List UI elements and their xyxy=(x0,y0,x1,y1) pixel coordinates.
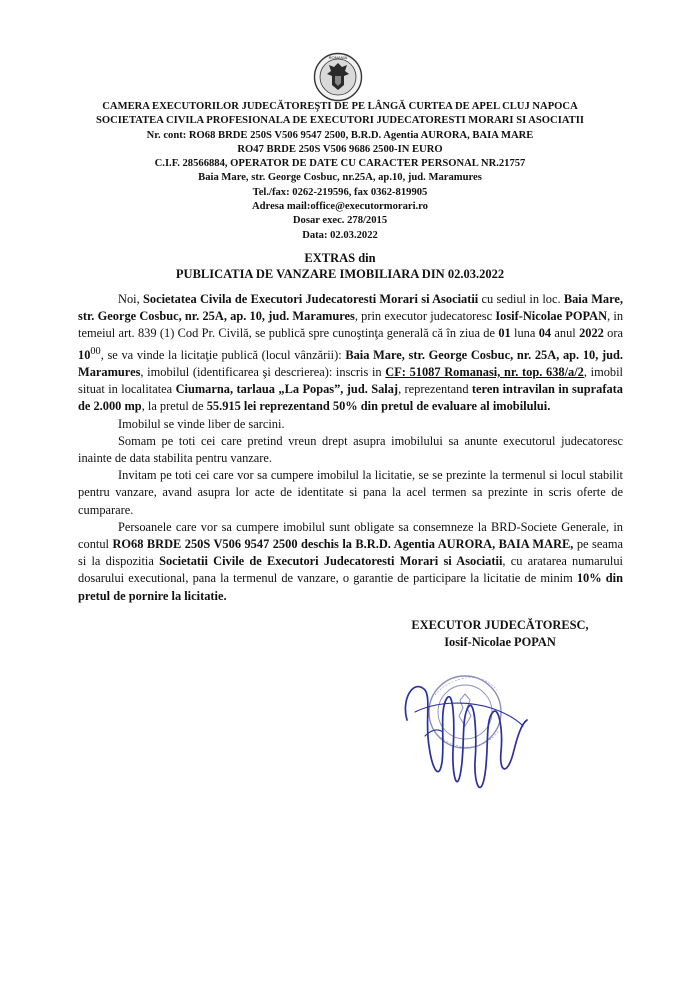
header-line: Tel./fax: 0262-219596, fax 0362-819905 xyxy=(252,186,428,198)
paragraph-invitation: Invitam pe toti cei care vor sa cumpere imobilul la licitatie, se se prezinte la termenul si locul stabilit pentru vanzare, avand asupra lor acte de identitate si pana la acel termen sa prezinte in scris oferte de cumparare. xyxy=(78,468,623,517)
header-line: RO47 BRDE 250S V506 9686 2500-IN EURO xyxy=(237,143,443,155)
paragraph-announcement: Noi, Societatea Civila de Executori Judecatoresti Morari si Asociatii cu sediul in loc. Baia Mare, str. George Cosbuc, nr. 25A, ap. 10, jud. Maramures, prin executor judecatoresc Iosif-Nicolae POPAN, in temeiul art. 839 (1) Cod Pr. Civilă, se publică spre cunoştinţa generală că în ziua de 01 luna 04 anul 2022 ora $10^{00}$, se va vinde la licitaţie publică (locul vânzării): Baia Mare, str. George Cosbuc, nr. 25A, ap. 10, jud. Maramures, imobilul (identificarea şi descrierea): inscris in CF: 51087 Romanasi, nr. top. 638/a/2, imobil situat in localitatea Ciumarna, tarlaua „La Popas”, jud. Salaj, reprezentand teren intravilan in suprafata de 2.000 mp, la pretul de 55.915 lei reprezentand 50% din pretul de evaluare al imobilului. xyxy=(78,292,624,414)
signature-block xyxy=(380,617,620,651)
header-line: Dosar exec. 278/2015 xyxy=(292,215,388,227)
svg-text:ROMANIA: ROMANIA xyxy=(328,55,348,61)
letterhead xyxy=(40,100,640,243)
signatory-name: Iosif-Nicolae POPAN xyxy=(444,635,556,649)
header-line: Baia Mare, str. George Cosbuc, nr.25A, ap.10, jud. Maramures xyxy=(198,172,482,184)
header-line: CAMERA EXECUTORILOR JUDECĂTOREŞTI DE PE LÂNGĂ CURTEA DE APEL CLUJ NAPOCA xyxy=(102,101,578,112)
signatory-title: EXECUTOR JUDECĂTORESC, xyxy=(411,618,589,632)
title-line-2: PUBLICATIA DE VANZARE IMOBILIARA DIN 02.03.2022 xyxy=(175,267,505,281)
header-line: Adresa mail:office@executormorari.ro xyxy=(252,201,428,213)
signature-and-stamp-image xyxy=(395,650,535,810)
header-line: Nr. cont: RO68 BRDE 250S V506 9547 2500, B.R.D. Agentia AURORA, BAIA MARE xyxy=(146,129,534,141)
paragraph-no-encumbrances: Imobilul se vinde liber de sarcini. xyxy=(118,416,285,431)
header-line: Data: 02.03.2022 xyxy=(302,229,378,241)
title-line-1: EXTRAS din xyxy=(304,251,376,265)
romanian-coat-of-arms-seal-icon xyxy=(313,52,363,102)
paragraph-summons: Somam pe toti cei care pretind vreun drept asupra imobilului sa anunte executorul judecatoresc inainte de data stabilita pentru vanzare. xyxy=(78,433,623,465)
header-line: C.I.F. 28566884, OPERATOR DE DATE CU CARACTER PERSONAL NR.21757 xyxy=(154,158,526,170)
header-line: SOCIETATEA CIVILA PROFESIONALA DE EXECUTORI JUDECATORESTI MORARI SI ASOCIATII xyxy=(95,115,584,127)
paragraph-deposit: Persoanele care vor sa cumpere imobilul sunt obligate sa consemneze la BRD-Societe Generale, in contul RO68 BRDE 250S V506 9547 2500 deschis la B.R.D. Agentia AURORA, BAIA MARE, pe seama si la dispozitia Societatii Civile de Executori Judecatoresti Morari si Asociatii, cu aratarea numarului dosarului executional, pana la termenul de vanzare, o garantie de participare la licitatie de minim 10% din pretul de pornire la licitatie. xyxy=(78,519,623,603)
document-body xyxy=(78,291,623,605)
document-title xyxy=(40,250,640,282)
